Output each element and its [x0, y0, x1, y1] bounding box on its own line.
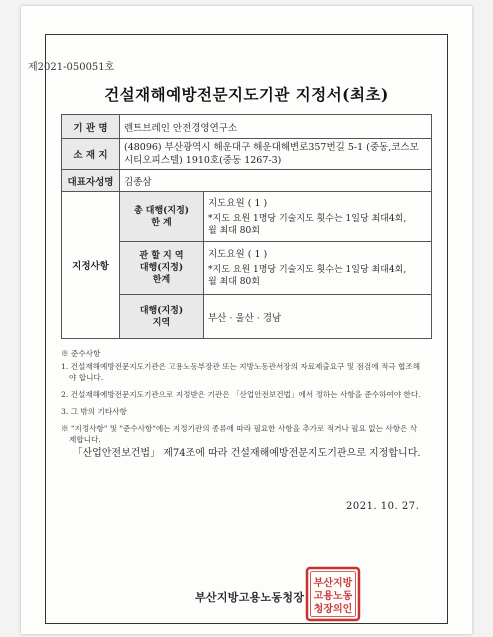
agency-name-value: 렌트브레인 안전경영연구소	[120, 115, 432, 139]
address-line-1: (48096) 부산광역시 해운대구 해운대해변로357번길 5-1 (중동,코스모	[124, 142, 419, 153]
total-limit-note	[208, 213, 427, 237]
note-item-1	[61, 361, 436, 383]
regional-limit-label-line-2: 대행(지정)	[139, 263, 184, 273]
notes-footnote	[61, 423, 436, 445]
notes-header: ※ 준수사항	[61, 349, 101, 358]
designation-statement: 「산업안전보건법」 제74조에 따라 건설재해예방전문지도기관으로 지정합니다.	[72, 448, 421, 459]
regional-limit-label	[120, 242, 204, 295]
designation-label: 지정사항	[62, 192, 120, 339]
representative-label: 대표자성명	[62, 170, 120, 192]
compliance-notes	[61, 348, 436, 451]
note-item-1-line-1: 1. 건설재해예방전문지도기관은 고용노동부장관 또는 지방노동관서장의 자료제출요구 및 점검에 적극 협조해	[61, 362, 421, 371]
notes-footnote-line-1: ※ "지정사항" 및 "준수사항"에는 지정기관의 종류에 따라 필요한 사항을 추가로 적거나 필요 없는 사항은 삭	[61, 424, 418, 433]
representative-name: 김종삼	[120, 170, 432, 192]
total-limit-note-line-1: *지도 요원 1명당 기술지도 횟수는 1일당 최대4회,	[208, 213, 407, 224]
official-seal-stamp	[305, 566, 361, 622]
total-limit-value	[204, 192, 432, 242]
area-value: 부산 · 울산 · 경남	[204, 295, 432, 339]
total-limit-label-line-1: 총 대행(지정)	[133, 205, 190, 216]
regional-limit-value	[204, 242, 432, 295]
regional-limit-note	[208, 264, 427, 288]
address-line-2: 시티오피스텔) 1910호(중동 1267-3)	[124, 155, 282, 166]
seal-text-line-3: 청장의인	[313, 604, 353, 615]
notes-footnote-line-2: 제합니다.	[69, 435, 101, 444]
address-label: 소 재 지	[62, 139, 120, 170]
regional-limit-note-line-1: *지도 요원 1명당 기술지도 횟수는 1일당 최대4회,	[208, 265, 407, 275]
document-number: 제2021-050051호	[28, 62, 115, 73]
seal-text-line-2: 고용노동	[313, 591, 353, 602]
regional-limit-label-line-1: 관 할 지 역	[139, 251, 184, 261]
note-item-3: 3. 그 밖의 기타사항	[61, 407, 127, 416]
note-item-1-line-2: 야 합니다.	[69, 373, 104, 382]
total-limit-personnel: 지도요원 ( 1 )	[208, 197, 268, 209]
address-value	[120, 139, 432, 170]
total-limit-note-line-2: 월 최대 80회	[208, 225, 260, 236]
regional-limit-label-line-3: 한계	[152, 275, 171, 285]
seal-text-line-1: 부산지방	[313, 578, 353, 589]
issue-date: 2021. 10. 27.	[346, 501, 420, 512]
area-label-line-1: 대행(지정)	[139, 305, 184, 316]
designation-table	[61, 114, 432, 339]
document-title: 건설재해예방전문지도기관 지정서(최초)	[104, 85, 389, 104]
area-label-line-2: 지역	[152, 317, 171, 328]
note-item-2: 2. 건설재해예방전문지도기관으로 지정받은 기관은 「산업안전보건법」에서 정하는 사항을 준수하여야 한다.	[61, 390, 421, 399]
total-limit-label	[120, 192, 204, 242]
issuer-name: 부산지방고용노동청장	[195, 591, 305, 604]
agency-name-label: 기 관 명	[62, 115, 120, 139]
regional-limit-note-line-2: 월 최대 80회	[208, 277, 260, 287]
total-limit-label-line-2: 한 계	[151, 217, 172, 228]
area-label	[120, 295, 204, 339]
regional-limit-personnel: 지도요원 ( 1 )	[208, 249, 268, 260]
